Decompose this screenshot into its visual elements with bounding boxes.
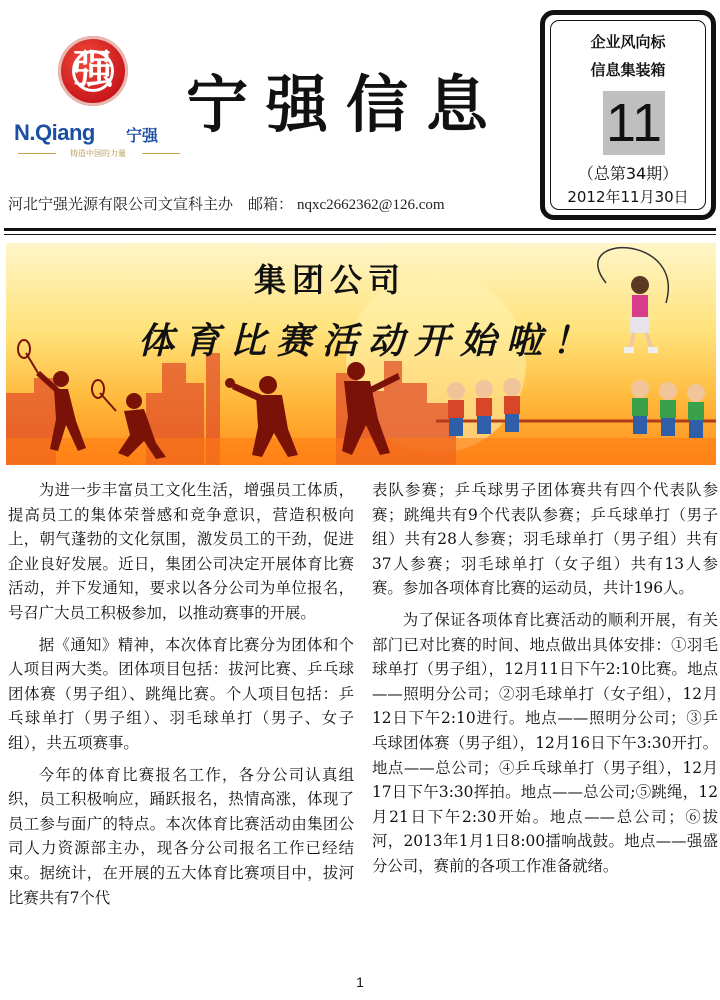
tagline-rule-right [142, 153, 180, 154]
issue-date: 2012年11月30日 [567, 188, 689, 206]
tagline-rule-left [18, 153, 56, 154]
brand-name-cn: 宁强 [126, 126, 159, 145]
issue-number: 11 [603, 91, 665, 155]
ground-band [6, 438, 716, 465]
sponsor-line [8, 193, 445, 214]
article-column-left [8, 478, 354, 917]
sponsor-label: 河北宁强光源有限公司文宣科主办 邮箱： [8, 195, 294, 213]
brand-tagline: 铸造中国的力量 [70, 149, 126, 158]
sports-banner [6, 243, 716, 465]
article-paragraph: 今年的体育比赛报名工作，各分公司认真组织，员工积极响应，踊跃报名，热情高涨，体现了员工参与面广的特点。本次体育比赛活动由集团公司人力资源部主办，现各分公司报名工作已经结束。据统计，在开展的五大体育比赛项目中，拔河比赛共有7个代 [8, 765, 354, 907]
article-paragraph: 为了保证各项体育比赛活动的顺利开展，有关部门已对比赛的时间、地点做出具体安排：①羽毛球单打（男子组），12月11日下午2:10比赛。地点——照明分公司；②羽毛球单打（女子组），12月12日下午2:10进行。地点——照明分公司；③乒乓球团体赛（男子组），12月16日下午3:30开打。地点——总公司；④乒乓球单打（男子组），12月17日下午3:30挥拍。地点——总公司;⑤跳绳，12月21日下午2:30开始。地点——总公司；⑥拔河，2013年1月1日8:00擂响战鼓。地点——强盛分公司，赛前的各项工作准备就绪。 [372, 610, 718, 875]
header-rule-thin [4, 234, 716, 235]
logo-glyph: 强 [73, 47, 113, 93]
article-column-right [372, 478, 718, 886]
tug-team-right [631, 380, 705, 438]
issue-box [540, 10, 716, 220]
company-logo [14, 36, 184, 166]
banner-title-line1: 集团公司 [254, 261, 407, 299]
rope-skipping-figure [598, 248, 668, 353]
article-paragraph: 据《通知》精神，本次体育比赛分为团体和个人项目两大类。团体项目包括：拔河比赛、乒乓球团体赛（男子组）、跳绳比赛。个人项目包括：乒乓球单打（男子组）、羽毛球单打（男子、女子组），共五项赛事。 [8, 635, 354, 752]
header-rule-thick [4, 228, 716, 231]
issue-slogan-2: 信息集装箱 [590, 61, 666, 79]
article-paragraph: 表队参赛；乒乓球男子团体赛共有四个代表队参赛；跳绳共有9个代表队参赛；乒乓球单打（男子组）共有28人参赛；羽毛球单打（男子组）共有37人参赛；羽毛球单打（女子组）共有13人参赛。参加各项体育比赛的运动员，共计196人。 [372, 481, 718, 598]
masthead-title: 宁强信息 [186, 68, 507, 141]
issue-total: （总第34期） [577, 164, 679, 183]
brand-name-latin: N.Qiang [14, 120, 95, 145]
logo-emblem [58, 36, 128, 106]
issue-slogan-1: 企业风向标 [590, 33, 666, 51]
tug-team-left [447, 378, 521, 436]
banner-title-line2: 体育比赛活动开始啦！ [138, 320, 599, 362]
issue-box-inner [550, 20, 706, 210]
article-paragraph: 为进一步丰富员工文化生活，增强员工体质，提高员工的集体荣誉感和竞争意识，营造积极向上，朝气蓬勃的文化氛围，激发员工的干劲，促进企业良好发展。近日，集团公司决定开展体育比赛活动，并下发通知，要求以各分公司为单位报名，号召广大员工积极参加，以推动赛事的开展。 [8, 481, 354, 622]
sponsor-email: nqxc2662362@126.com [297, 197, 445, 213]
page-number: 1 [356, 974, 364, 990]
